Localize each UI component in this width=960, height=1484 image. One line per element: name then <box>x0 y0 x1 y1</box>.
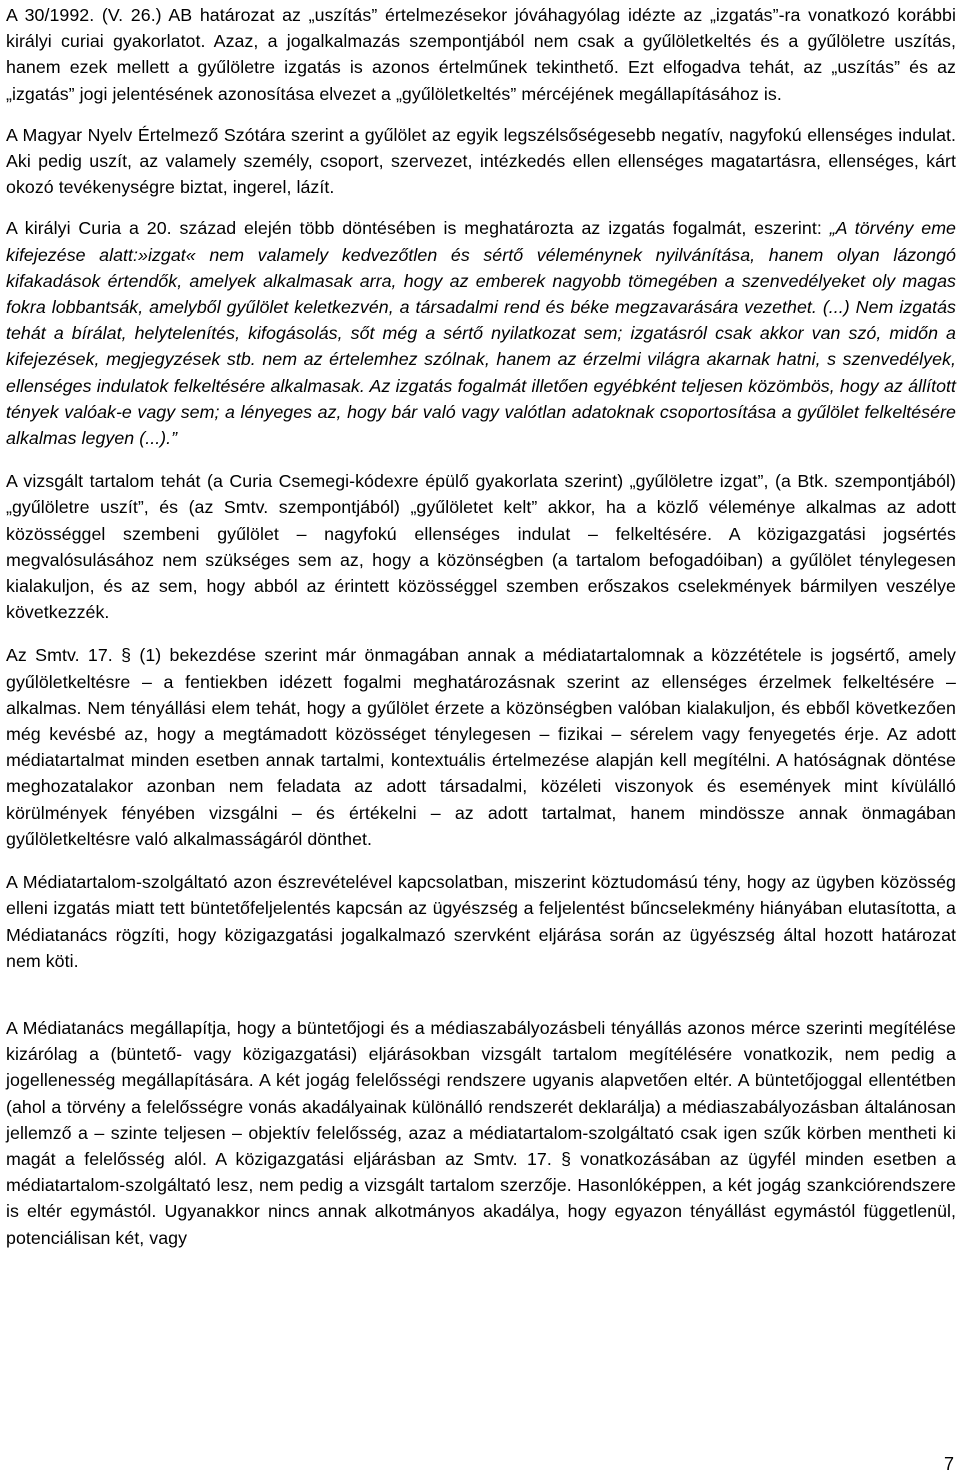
curia-quote-text: „A törvény eme kifejezése alatt:»izgat« nem valamely kedvezőtlen és sértő véleménynek nyilvánítása, hanem olyan lázongó kifakadások értendők, amelyek alkalmasak arra, hogy az emberek nagyobb tömegében a szenvedélyeket oly magas fokra lobbantsák, amelyből gyűlölet keletkezvén, a társadalmi rend és béke megzavarására vezethet. (...) Nem izgatás tehát a bírálat, helytelenítés, kifogásolás, sőt még a sértő nyilatkozat sem; izgatásról csak akkor van szó, midőn a kifejezések, megjegyzések stb. nem az értelemhez szólnak, hanem az érzelmi világra akarnak hatni, s szenvedélyek, ellenséges indulatok felkeltésére alkalmasak. Az izgatás fogalmát illetően egyébként teljesen közömbös, hogy az állított tények valóak-e vagy sem; a lényeges az, hogy bár való vagy valótlan adatoknak csoportosítása a gyűlölet felkeltésére alkalmas legyen (...).” <box>6 218 956 449</box>
paragraph-smtv-17: Az Smtv. 17. § (1) bekezdése szerint már önmagában annak a médiatartalomnak a közzététele is jogsértő, amely gyűlöletkeltésre – a fentiekben idézett fogalmi meghatározásnak szerint az ellenséges érzelmek felkeltésére – alkalmas. Nem tényállási elem tehát, hogy a gyűlölet érzete a közönségben valóban kialakuljon, és ebből következően még kevésbé az, hogy a megtámadott közösséget ténylegesen – fizikai – sérelem vagy fenyegetés érje. Az adott médiatartalmat minden esetben annak tartalmi, kontextuális értelmezése alapján kell megítélni. A hatóságnak döntése meghozatalakor azonban nem feladata az adott társadalmi, közéleti viszonyok és események mint kívülálló körülmények fényében vizsgálni – és értékelni – az adott tartalmat, hanem mindössze annak önmagában gyűlöletkeltésre való alkalmasságáról dönthet. <box>6 645 956 849</box>
paragraph-curia-quote <box>6 215 956 451</box>
curia-quote-intro: A királyi Curia a 20. század elején több döntésében is meghatározta az izgatás fogalmát, eszerint: <box>6 218 822 239</box>
paragraph-prosecution: A Médiatartalom-szolgáltató azon észrevételével kapcsolatban, miszerint köztudomású tény, hogy az ügyben közösség elleni izgatás miatt tett büntetőfeljelentés kapcsán az ügyészség a feljelentést bűncselekmény hiányában elutasította, a Médiatanács rögzíti, hogy közigazgatási jogalkalmazó szervként eljárása során az ügyészség által hozott határozat nem köti. <box>6 872 956 971</box>
paragraph-examined-content: A vizsgált tartalom tehát (a Curia Csemegi-kódexre épülő gyakorlata szerint) „gyűlöletre izgat”, (a Btk. szempontjából) „gyűlöletre uszít”, és (az Smtv. szempontjából) „gyűlöletet kelt” akkor, ha a közlő véleménye alkalmas az adott közösséggel szembeni gyűlölet – nagyfokú ellenséges indulat – felkeltésére. A közigazgatási jogsértés megvalósulásához nem szükséges sem az, hogy a közönségben (a tartalom befogadóiban) a gyűlölet ténylegesen kialakuljon, és az sem, hogy abból az érintett közösséggel szemben erőszakos cselekmények bármilyen veszélye következzék. <box>6 471 956 623</box>
page-number: 7 <box>943 1454 954 1474</box>
document-page <box>6 2 956 1251</box>
paragraph-dictionary-definition: A Magyar Nyelv Értelmező Szótára szerint a gyűlölet az egyik legszélsőségesebb negatív, nagyfokú ellenséges indulat. Aki pedig uszít, az valamely személy, csoport, szervezet, intézkedés ellen ellenséges magatartásra, ellenséges, kárt okozó tevékenységre biztat, ingerel, lázít. <box>6 124 956 198</box>
paragraph-liability-systems: A Médiatanács megállapítja, hogy a büntetőjogi és a médiaszabályozásbeli tényállás azonos mérce szerinti megítélése kizárólag a (büntető- vagy közigazgatási) eljárásokban vizsgált tartalom megítélésére vonatkozik, nem pedig a jogellenesség megállapítására. A két jogág felelősségi rendszere ugyanis alapvetően eltér. A büntetőjoggal ellentétben (ahol a törvény a felelősségre vonás akadályainak különálló rendszerét deklarálja) a médiaszabályozásban általánosan jellemző a – szinte teljesen – objektív felelősség, azaz a médiatartalom-szolgáltató csak igen szűk körben mentheti ki magát a felelősség alól. A közigazgatási eljárásban az Smtv. 17. § vonatkozásában az ügyfél minden esetben a médiatartalom-szolgáltató lesz, nem pedig a vizsgált tartalom szerzője. Hasonlóképpen, a két jogág szankciórendszere is eltér egymástól. Ugyanakkor nincs annak alkotmányos akadálya, hogy egyazon tényállást egymástól függetlenül, potenciálisan két, vagy <box>6 1017 956 1248</box>
paragraph-ab-decision: A 30/1992. (V. 26.) AB határozat az „uszítás” értelmezésekor jóváhagyólag idézte az „izgatás”-ra vonatkozó korábbi királyi curiai gyakorlatot. Azaz, a jogalkalmazás szempontjából nem csak a gyűlöletkeltés és a gyűlöletre uszítás, hanem ezek mellett a gyűlöletre izgatás is azonos értelműnek tekinthető. Ezt elfogadva tehát, az „uszítás” és az „izgatás” jogi jelentésének azonosítása elvezet a „gyűlöletkeltés” mércéjének megállapításához is. <box>6 5 956 104</box>
